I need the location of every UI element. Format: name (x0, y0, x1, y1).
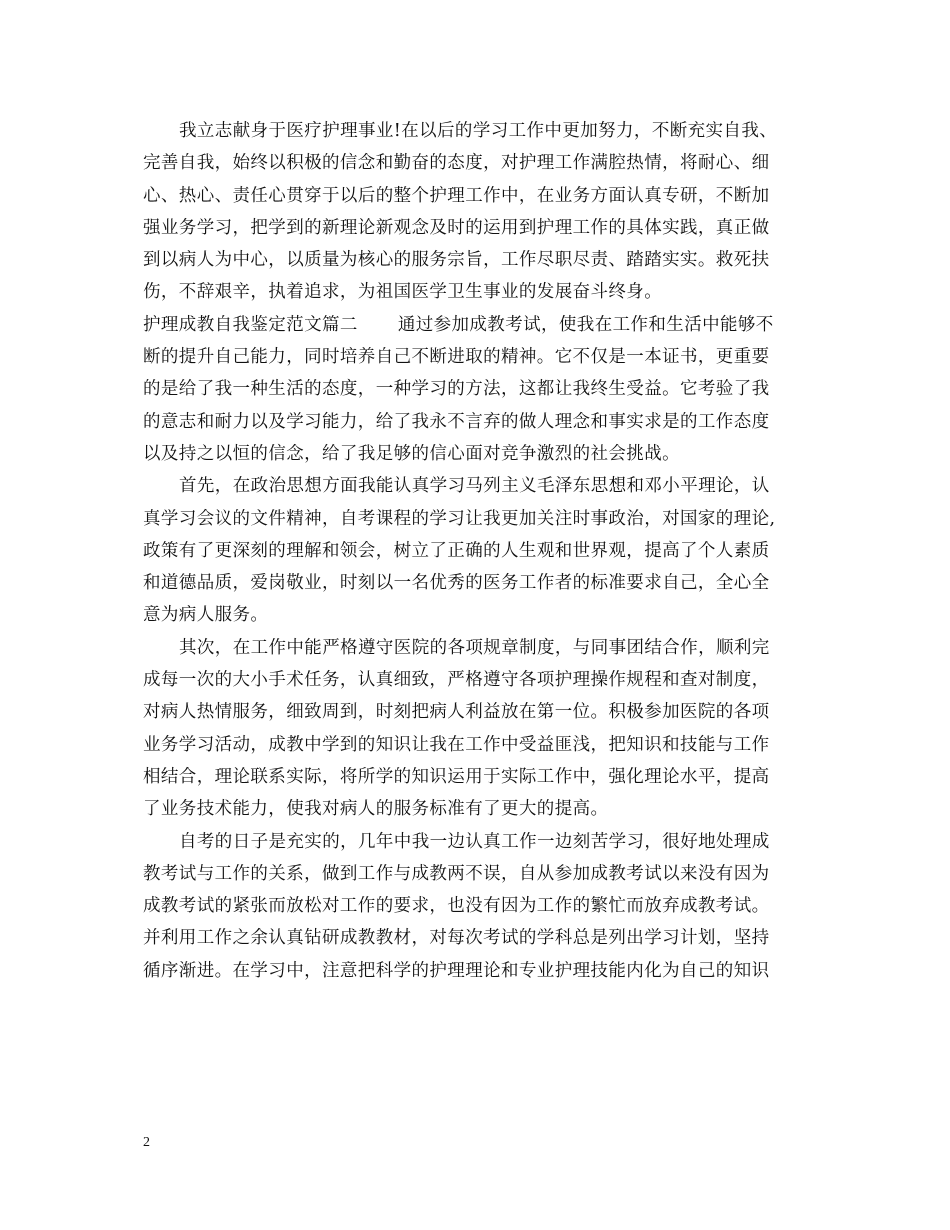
text-line: 到以病人为中心，以质量为核心的服务宗旨，工作尽职尽责、踏踏实实。救死扶 (143, 250, 770, 271)
text-line: 以及持之以恒的信念，给了我足够的信心面对竞争激烈的社会挑战。 (143, 443, 680, 464)
text-line: 循序渐进。在学习中，注意把科学的护理理论和专业护理技能内化为自己的知识 (143, 960, 770, 981)
text-line: 并利用工作之余认真钻研成教教材，对每次考试的学科总是列出学习计划，坚持 (143, 928, 770, 949)
text-line: 和道德品质，爱岗敬业，时刻以一名优秀的医务工作者的标准要求自己，全心全 (143, 573, 770, 594)
paragraph-5 (143, 826, 811, 987)
text-line: 成教考试的紧张而放松对工作的要求，也没有因为工作的繁忙而放弃成教考试。 (143, 896, 770, 917)
text-line: 相结合，理论联系实际，将所学的知识运用于实际工作中，强化理论水平，提高 (143, 766, 770, 787)
text-line: 伤，不辞艰辛，执着追求，为祖国医学卫生事业的发展奋斗终身。 (143, 282, 663, 303)
document-body (143, 115, 811, 987)
text-span: 通过参加成教考试，使我在工作和生活中能够不 (397, 314, 774, 335)
section-heading: 护理成教自我鉴定范文篇二 (143, 314, 358, 335)
text-line: 意为病人服务。 (143, 605, 269, 626)
text-line: 自考的日子是充实的，几年中我一边认真工作一边刻苦学习，很好地处理成 (179, 831, 770, 852)
text-line: 真学习会议的文件精神，自考课程的学习让我更加关注时事政治，对国家的理论, (143, 508, 776, 529)
text-line: 我立志献身于医疗护理事业!在以后的学习工作中更加努力，不断充实自我、 (179, 121, 778, 141)
paragraph-3 (143, 470, 811, 631)
text-line: 心、热心、责任心贯穿于以后的整个护理工作中，在业务方面认真专研，不断加 (143, 185, 770, 206)
text-line: 的意志和耐力以及学习能力，给了我永不言弃的做人理念和事实求是的工作态度 (143, 411, 770, 432)
section-heading-line (143, 309, 811, 341)
text-line: 对病人热情服务，细致周到，时刻把病人利益放在第一位。积极参加医院的各项 (143, 702, 770, 723)
text-line: 政策有了更深刻的理解和领会，树立了正确的人生观和世界观，提高了个人素质 (143, 540, 770, 561)
paragraph-2 (143, 309, 811, 470)
text-line: 其次，在工作中能严格遵守医院的各项规章制度，与同事团结合作，顺利完 (179, 637, 770, 658)
text-line: 了业务技术能力，使我对病人的服务标准有了更大的提高。 (143, 799, 609, 820)
text-line: 成每一次的大小手术任务，认真细致，严格遵守各项护理操作规程和查对制度， (143, 670, 770, 691)
text-line: 的是给了我一种生活的态度，一种学习的方法，这都让我终生受益。它考验了我 (143, 379, 770, 400)
page-number: 2 (143, 1135, 150, 1150)
paragraph-4 (143, 632, 811, 826)
text-line: 首先，在政治思想方面我能认真学习马列主义毛泽东思想和邓小平理论，认 (179, 476, 770, 497)
text-line: 业务学习活动，成教中学到的知识让我在工作中受益匪浅，把知识和技能与工作 (143, 734, 770, 755)
text-line: 强业务学习，把学到的新理论新观念及时的运用到护理工作的具体实践，真正做 (143, 217, 770, 238)
text-line: 完善自我，始终以积极的信念和勤奋的态度，对护理工作满腔热情，将耐心、细 (143, 153, 770, 174)
text-line: 断的提升自己能力，同时培养自己不断进取的精神。它不仅是一本证书，更重要 (143, 347, 770, 368)
text-line: 教考试与工作的关系，做到工作与成教两不误，自从参加成教考试以来没有因为 (143, 863, 770, 884)
paragraph-1 (143, 115, 811, 309)
